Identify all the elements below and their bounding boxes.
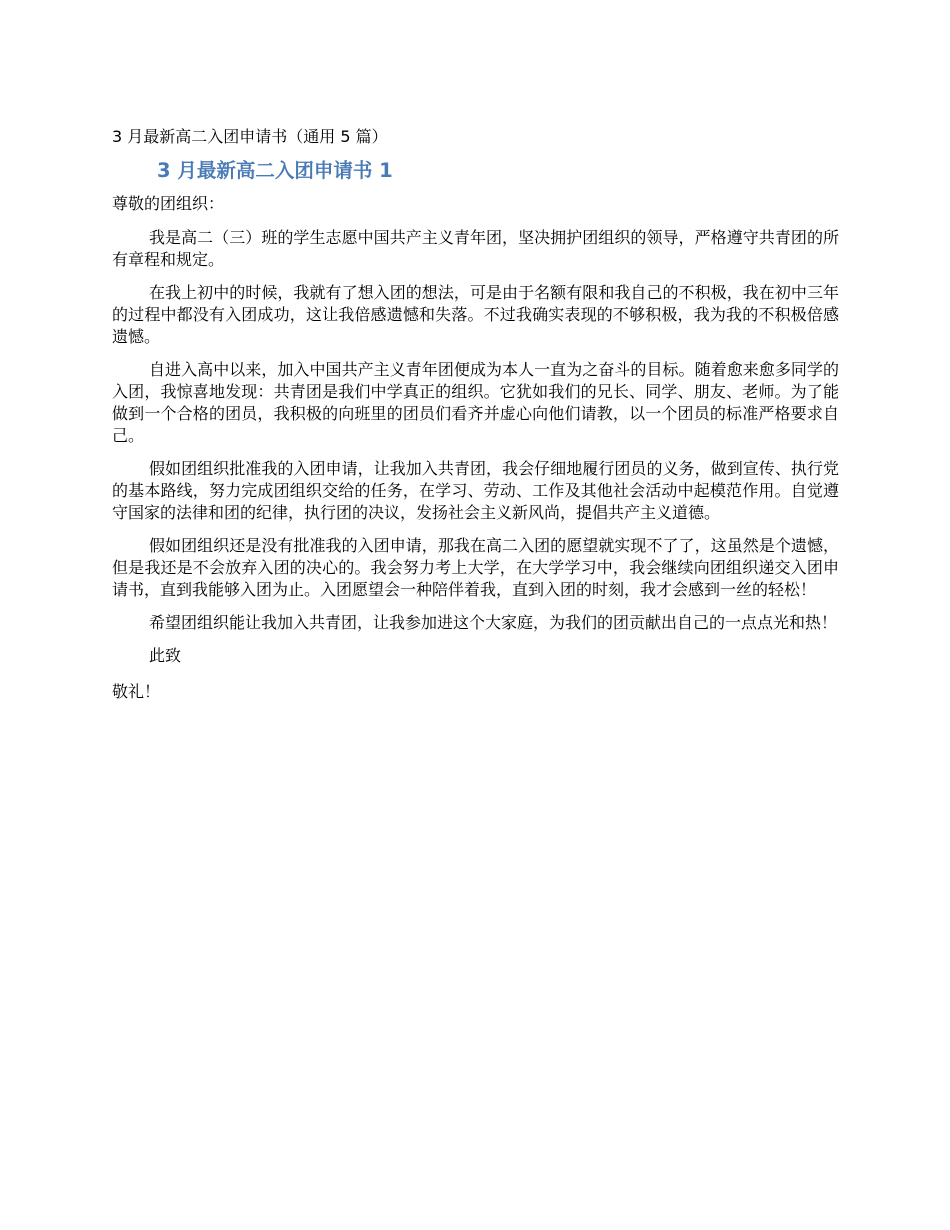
body-paragraph: 自进入高中以来，加入中国共产主义青年团便成为本人一直为之奋斗的目标。随着愈来愈多同学的入团，我惊喜地发现：共青团是我们中学真正的组织。它犹如我们的兄长、同学、朋友、老师。为了能做到一个合格的团员，我积极的向班里的团员们看齐并虚心向他们请教，以一个团员的标准严格要求自己。 xyxy=(112,360,839,445)
body-paragraph: 希望团组织能让我加入共青团，让我参加进这个大家庭，为我们的团贡献出自己的一点点光和热！ xyxy=(149,613,838,632)
body-paragraph: 在我上初中的时候，我就有了想入团的想法，可是由于名额有限和我自己的不积极，我在初中三年的过程中都没有入团成功，这让我倍感遗憾和失落。不过我确实表现的不够积极，我为我的不积极倍感遗憾。 xyxy=(112,283,839,346)
body-paragraph: 我是高二（三）班的学生志愿中国共产主义青年团，坚决拥护团组织的领导，严格遵守共青团的所有章程和规定。 xyxy=(112,228,839,269)
body-paragraph: 假如团组织还是没有批准我的入团申请，那我在高二入团的愿望就实现不了了，这虽然是个遗憾，但是我还是不会放弃入团的决心的。我会努力考上大学，在大学学习中，我会继续向团组织递交入团申请书，直到我能够入团为止。入团愿望会一种陪伴着我，直到入团的时刻，我才会感到一丝的轻松！ xyxy=(112,536,839,599)
regards-line: 敬礼！ xyxy=(112,682,161,701)
salutation: 尊敬的团组织： xyxy=(112,194,225,213)
section-heading: 3 月最新高二入团申请书 1 xyxy=(157,159,393,182)
body-paragraph: 假如团组织批准我的入团申请，让我加入共青团，我会仔细地履行团员的义务，做到宣传、执行党的基本路线，努力完成团组织交给的任务，在学习、劳动、工作及其他社会活动中起模范作用。自觉遵守国家的法律和团的纪律，执行团的决议，发扬社会主义新风尚，提倡共产主义道德。 xyxy=(112,459,839,522)
document-title: 3 月最新高二入团申请书（通用 5 篇） xyxy=(112,127,388,146)
closing-line: 此致 xyxy=(149,646,182,665)
document-body xyxy=(112,126,839,703)
